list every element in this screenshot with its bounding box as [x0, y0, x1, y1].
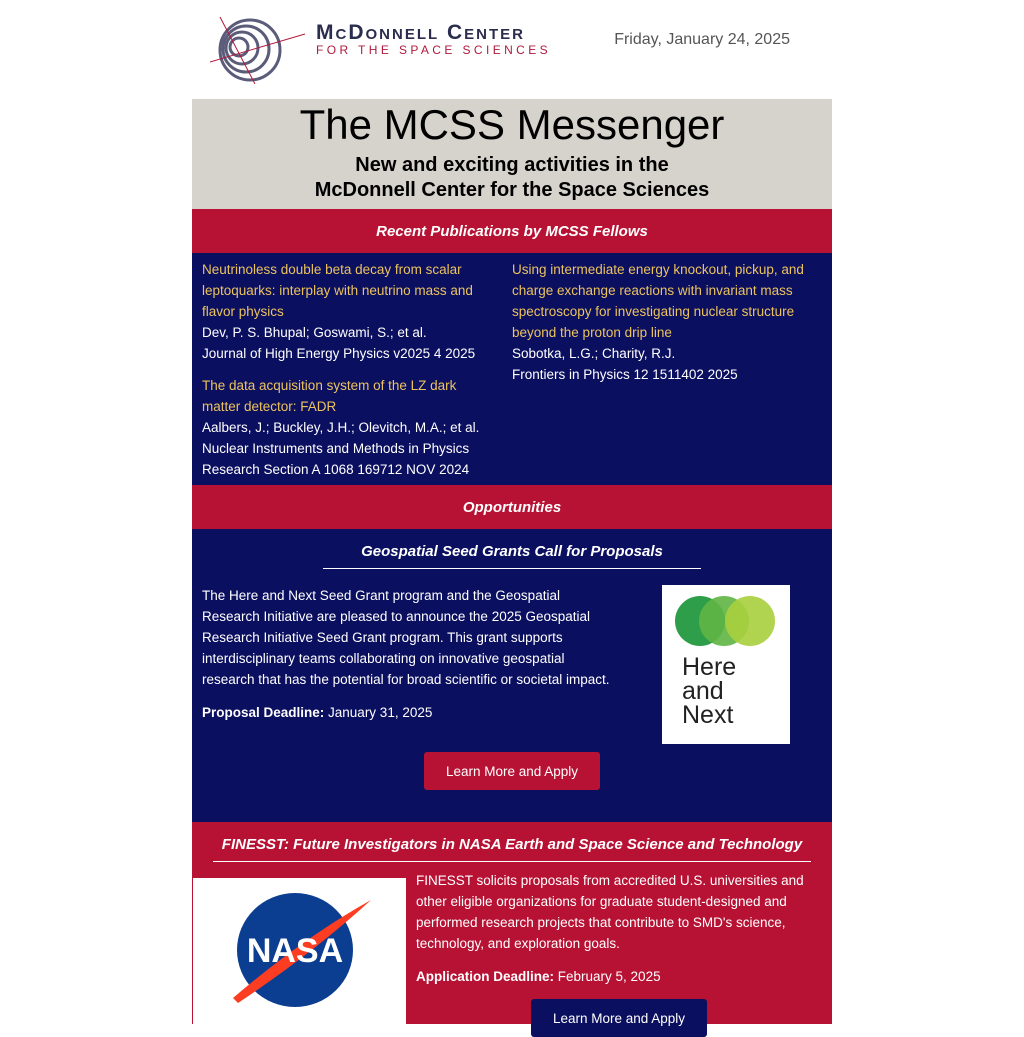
logo-title: McDonnell Center	[316, 21, 525, 44]
geospatial-section	[192, 529, 832, 822]
finesst-title: FINESST: Future Investigators in NASA Earth and Space Science and Technology	[213, 836, 811, 862]
application-deadline: Application Deadline: February 5, 2025	[416, 969, 661, 984]
publication-link[interactable]: Neutrinoless double beta decay from scalar leptoquarks: interplay with neutrino mass and flavor physics	[202, 262, 473, 319]
publication-authors: Dev, P. S. Bhupal; Goswami, S.; et al.	[202, 325, 427, 340]
geospatial-body: The Here and Next Seed Grant program and the Geospatial Research Initiative are pleased to announce the 2025 Geospatial Research Initiative Seed Grant program. This grant supports interdisciplinary teams collaborating on innovative geospatial research that has the potential for broad scientific or societal impact.	[202, 588, 610, 687]
proposal-deadline: Proposal Deadline: January 31, 2025	[202, 705, 433, 720]
here-and-next-logo: Here and Next	[662, 585, 790, 744]
publication-item	[512, 259, 808, 385]
svg-text:NASA: NASA	[246, 932, 344, 970]
nasa-logo	[193, 878, 406, 1028]
header	[192, 0, 832, 99]
publications-section	[192, 253, 832, 485]
publication-item	[202, 259, 498, 364]
publication-link[interactable]: The data acquisition system of the LZ dark matter detector: FADR	[202, 378, 457, 414]
newsletter-subtitle: New and exciting activities in the McDonnell Center for the Space Sciences	[314, 154, 710, 201]
publication-item	[202, 375, 498, 480]
issue-date: Friday, January 24, 2025	[614, 31, 790, 48]
mcss-logo[interactable]	[210, 12, 551, 84]
geospatial-title: Geospatial Seed Grants Call for Proposals	[323, 543, 701, 569]
publication-authors: Sobotka, L.G.; Charity, R.J.	[512, 346, 676, 361]
publication-link[interactable]: Using intermediate energy knockout, pickup, and charge exchange reactions with invariant mass spectroscopy for investigating nuclear structure beyond the proton drip line	[512, 262, 804, 340]
newsletter-banner	[192, 99, 832, 209]
newsletter-title: The MCSS Messenger	[299, 101, 725, 148]
publication-authors: Aalbers, J.; Buckley, J.H.; Olevitch, M.A.; et al.	[202, 420, 480, 435]
finesst-body: FINESST solicits proposals from accredited U.S. universities and other eligible organizations for graduate student-designed and performed research projects that contribute to SMD's science, technology, and exploration goals.	[416, 873, 804, 951]
finesst-learn-more-button[interactable]: Learn More and Apply	[531, 999, 707, 1037]
publications-heading: Recent Publications by MCSS Fellows	[192, 209, 832, 253]
geospatial-learn-more-button[interactable]: Learn More and Apply	[424, 752, 600, 790]
publication-journal: Journal of High Energy Physics v2025 4 2025	[202, 346, 476, 361]
opportunities-heading: Opportunities	[192, 485, 832, 529]
spiral-logo-icon	[210, 12, 310, 84]
publication-journal: Nuclear Instruments and Methods in Physics Research Section A 1068 169712 NOV 2024	[202, 441, 470, 477]
finesst-section	[192, 822, 832, 1024]
publication-journal: Frontiers in Physics 12 1511402 2025	[512, 367, 738, 382]
logo-subtitle: FOR THE SPACE SCIENCES	[316, 43, 552, 57]
